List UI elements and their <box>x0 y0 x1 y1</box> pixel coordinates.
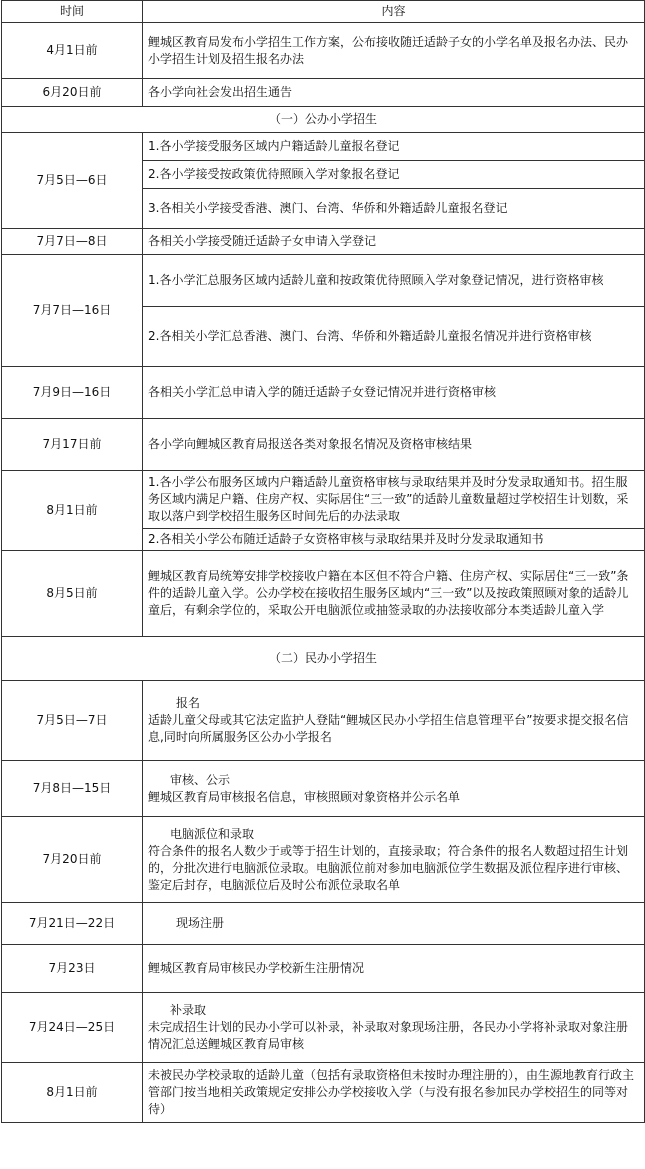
table-row <box>2 419 645 471</box>
step-heading: 审核、公示 <box>170 772 231 787</box>
time-cell: 6月20日前 <box>2 79 143 107</box>
section-row <box>2 107 645 133</box>
content-cell <box>143 817 645 903</box>
time-cell: 7月23日 <box>2 945 143 993</box>
table-row <box>2 471 645 529</box>
section-row <box>2 637 645 681</box>
time-cell: 7月5日—6日 <box>2 133 143 229</box>
content-cell: 3.各相关小学接受香港、澳门、台湾、华侨和外籍适龄儿童报名登记 <box>143 189 645 229</box>
table-row <box>2 681 645 761</box>
table-row <box>2 133 645 161</box>
enrollment-schedule-table <box>1 0 645 1123</box>
header-time: 时间 <box>2 1 143 23</box>
content-cell <box>143 903 645 945</box>
section-heading-public: （一）公办小学招生 <box>2 107 645 133</box>
table-row <box>2 761 645 817</box>
content-cell: 各相关小学汇总申请入学的随迁适龄子女登记情况并进行资格审核 <box>143 367 645 419</box>
content-cell: 1.各小学接受服务区域内户籍适龄儿童报名登记 <box>143 133 645 161</box>
header-content: 内容 <box>143 1 645 23</box>
time-cell: 8月1日前 <box>2 471 143 551</box>
time-cell: 8月1日前 <box>2 1063 143 1123</box>
time-cell: 7月17日前 <box>2 419 143 471</box>
time-cell: 7月7日—8日 <box>2 229 143 255</box>
table-row <box>2 945 645 993</box>
table-row <box>2 367 645 419</box>
step-description: 鲤城区教育局审核报名信息，审核照顾对象资格并公示名单 <box>148 789 461 804</box>
step-heading: 电脑派位和录取 <box>170 826 255 841</box>
table-row <box>2 817 645 903</box>
table-row <box>2 79 645 107</box>
step-description: 适龄儿童父母或其它法定监护人登陆“鲤城区民办小学招生信息管理平台”按要求提交报名信息,同时向所属服务区公办小学报名 <box>148 713 629 744</box>
table-row <box>2 903 645 945</box>
time-cell: 7月24日—25日 <box>2 993 143 1063</box>
content-cell: 鲤城区教育局发布小学招生工作方案，公布接收随迁适龄子女的小学名单及报名办法、民办小学招生计划及招生报名办法 <box>143 23 645 79</box>
content-cell: 1.各小学公布服务区域内户籍适龄儿童资格审核与录取结果并及时分发录取通知书。招生服务区域内满足户籍、住房产权、实际居住“三一致”的适龄儿童数量超过学校招生计划数，采取以落户到学校招生服务区时间先后的办法录取 <box>143 471 645 529</box>
header-row <box>2 1 645 23</box>
time-cell: 7月8日—15日 <box>2 761 143 817</box>
step-heading: 报名 <box>176 696 201 710</box>
step-heading: 补录取 <box>170 1003 207 1017</box>
content-cell: 2.各小学接受按政策优待照顾入学对象报名登记 <box>143 161 645 189</box>
content-cell: 2.各相关小学汇总香港、澳门、台湾、华侨和外籍适龄儿童报名情况并进行资格审核 <box>143 307 645 367</box>
content-cell: 1.各小学汇总服务区域内适龄儿童和按政策优待照顾入学对象登记情况，进行资格审核 <box>143 255 645 307</box>
table-row <box>2 229 645 255</box>
content-cell <box>143 681 645 761</box>
content-cell: 各小学向鲤城区教育局报送各类对象报名情况及资格审核结果 <box>143 419 645 471</box>
content-cell: 鲤城区教育局统筹安排学校接收户籍在本区但不符合户籍、住房产权、实际居住“三一致”条件的适龄儿童入学。公办学校在接收招生服务区域内“三一致”以及按政策照顾对象的适龄儿童后，有剩余学位的，采取公开电脑派位或抽签录取的办法接收部分本类适龄儿童入学 <box>143 551 645 637</box>
time-cell: 8月5日前 <box>2 551 143 637</box>
step-description: 符合条件的报名人数少于或等于招生计划的，直接录取；符合条件的报名人数超过招生计划的，分批次进行电脑派位录取。电脑派位前对参加电脑派位学生数据及派位程序进行审核、鉴定后封存，电脑派位后及时公布派位录取名单 <box>148 843 629 892</box>
time-cell: 7月7日—16日 <box>2 255 143 367</box>
content-cell: 各相关小学接受随迁适龄子女申请入学登记 <box>143 229 645 255</box>
time-cell: 4月1日前 <box>2 23 143 79</box>
step-heading: 现场注册 <box>176 916 225 930</box>
step-description: 未完成招生计划的民办小学可以补录，补录取对象现场注册，各民办小学将补录取对象注册情况汇总送鲤城区教育局审核 <box>148 1020 629 1051</box>
section-heading-private: （二）民办小学招生 <box>2 637 645 681</box>
content-cell: 鲤城区教育局审核民办学校新生注册情况 <box>143 945 645 993</box>
table-row <box>2 1063 645 1123</box>
table-row <box>2 551 645 637</box>
content-cell <box>143 993 645 1063</box>
time-cell: 7月21日—22日 <box>2 903 143 945</box>
table-row <box>2 23 645 79</box>
content-cell: 未被民办学校录取的适龄儿童（包括有录取资格但未按时办理注册的），由生源地教育行政主管部门按当地相关政策规定安排公办学校接收入学（与没有报名参加民办学校招生的同等对待） <box>143 1063 645 1123</box>
content-cell <box>143 761 645 817</box>
table-row <box>2 255 645 307</box>
time-cell: 7月5日—7日 <box>2 681 143 761</box>
content-cell: 各小学向社会发出招生通告 <box>143 79 645 107</box>
time-cell: 7月20日前 <box>2 817 143 903</box>
time-cell: 7月9日—16日 <box>2 367 143 419</box>
content-cell: 2.各相关小学公布随迁适龄子女资格审核与录取结果并及时分发录取通知书 <box>143 529 645 551</box>
table-row <box>2 993 645 1063</box>
